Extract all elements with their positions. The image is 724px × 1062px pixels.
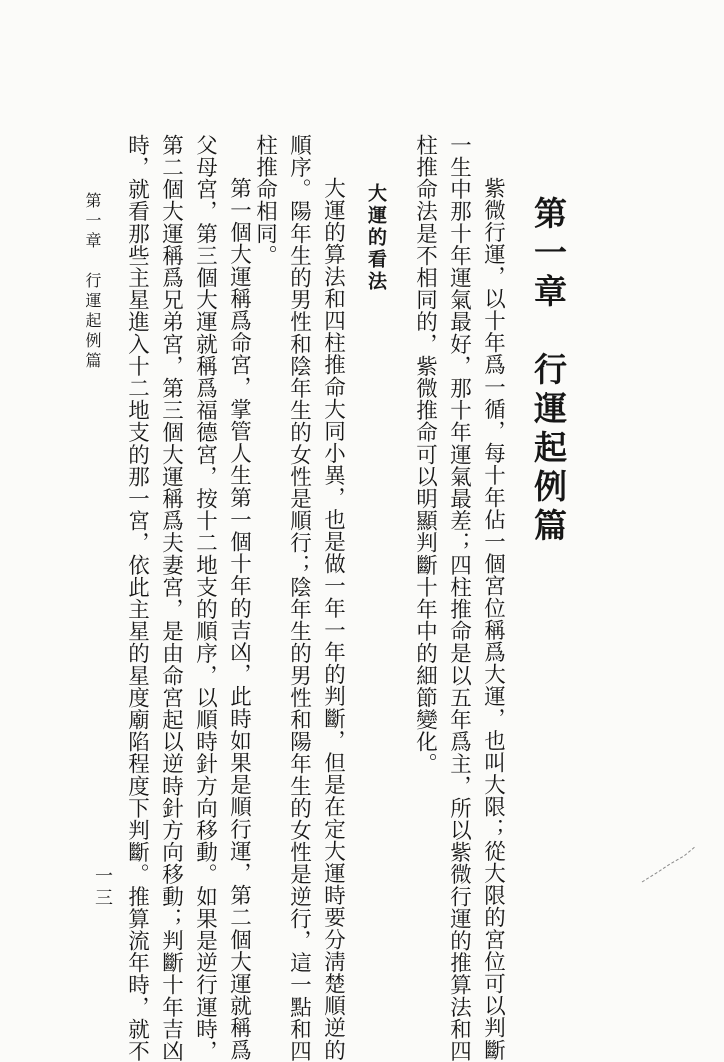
chapter-title: 第一章 行運起例篇 [529, 196, 568, 547]
running-head: 第一章 行運起例篇 [83, 192, 102, 372]
paragraph-3-line-4: 時，就看那些主星進入十二地支的那一宮，依此主星的星度廟陷程度下判斷。推算流年時，就不 [124, 134, 150, 1062]
paragraph-2-line-2: 順序。陽年生的男性和陰年生的女性是順行；陰年生的男性和陽年生的女性是逆行，這一點和四 [286, 134, 312, 1062]
paragraph-3-line-3: 第二個大運稱爲兄弟宮，第三個大運稱爲夫妻宮，是由命宮起以逆時針方向移動；判斷十年吉凶 [158, 134, 184, 1062]
page-number: 一三 [92, 866, 113, 910]
paragraph-1-line-1: 紫微行運，以十年爲一循，每十年佔一個宮位稱爲大運，也叫大限；從大限的宮位可以判斷 [480, 177, 506, 1061]
section-heading: 大運的看法 [365, 183, 387, 293]
pencil-stroke-mark [640, 838, 700, 888]
paragraph-3-line-2: 父母宮，第三個大運就稱爲福德宮，按十二地支的順序，以順時針方向移動。如果是逆行運時， [192, 134, 218, 1062]
paragraph-2-line-1: 大運的算法和四柱推命大同小異，也是做一年一年的判斷，但是在定大運時要分淸楚順逆的 [320, 177, 346, 1061]
paragraph-1-line-2: 一生中那十年運氣最好，那十年運氣最差；四柱推命是以五年爲主，所以紫微行運的推算法和四 [446, 134, 472, 1062]
paragraph-2-line-3: 柱推命相同。 [252, 134, 278, 267]
paragraph-3-line-1: 第一個大運稱爲命宮，掌管人生第一個十年的吉凶，此時如果是順行運，第二個大運就稱爲 [226, 177, 252, 1061]
paragraph-1-line-3: 柱推命法是不相同的，紫微推命可以明顯判斷十年中的細節變化。 [412, 134, 438, 775]
